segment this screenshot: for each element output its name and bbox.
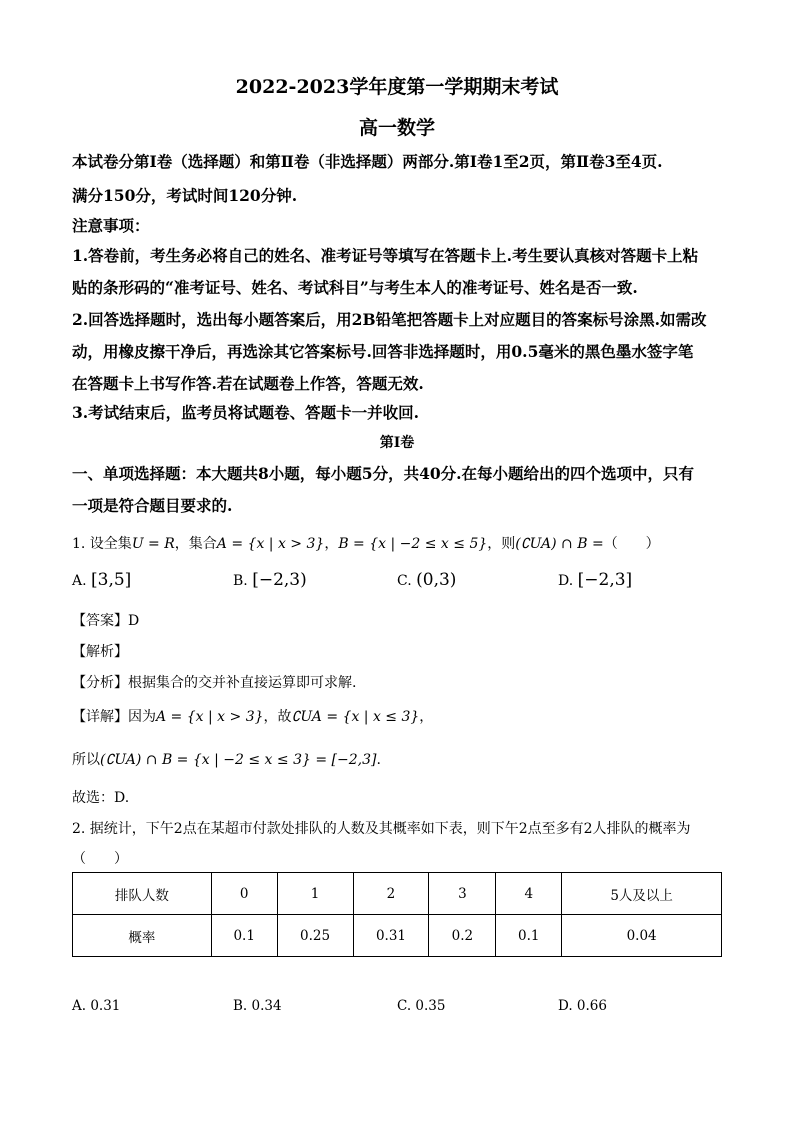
q1-option-c-value: (0,3) (416, 570, 457, 590)
note-2b: 动，用橡皮擦干净后，再选涂其它答案标号.回答非选择题时，用0.5毫米的黑色墨水签字笔 (72, 342, 694, 361)
q2-option-b[interactable]: B. 0.34 (233, 998, 282, 1014)
probability-table (72, 872, 722, 957)
q1-fenxi (72, 672, 356, 692)
q1-option-a-value: [3,5] (91, 570, 132, 590)
table-cell: 1 (277, 873, 353, 915)
q1-sep-1: ，集合 (174, 536, 217, 552)
q2-option-d[interactable]: D. 0.66 (558, 998, 607, 1014)
note-2a: 2.回答选择题时，选出每小题答案后，用2B铅笔把答题卡上对应题目的答案标号涂黑.如需改 (72, 310, 707, 329)
table-cell: 0.2 (429, 915, 496, 957)
q1-detail (72, 706, 433, 726)
q1-sep-3: ，则 (487, 536, 516, 552)
q1-option-b[interactable] (233, 570, 307, 590)
q1-expression: (∁UA) ∩ B = (515, 536, 604, 552)
q2-option-c[interactable]: C. 0.35 (397, 998, 446, 1014)
notes-heading: 注意事项： (72, 216, 150, 235)
q1-option-c[interactable] (397, 570, 456, 590)
intro-line-2: 满分150分，考试时间120分钟. (72, 186, 298, 205)
table-cell: 0 (211, 873, 277, 915)
table-cell: 0.31 (353, 915, 429, 957)
intro-line-1: 本试卷分第Ⅰ卷（选择题）和第Ⅱ卷（非选择题）两部分.第Ⅰ卷1至2页，第Ⅱ卷3至4页. (72, 152, 663, 171)
answer-tag: 【答案】 (72, 613, 128, 629)
q1-universal-set: U = R (131, 536, 175, 552)
q1-answer (72, 610, 139, 630)
note-2c: 在答题卡上书写作答.若在试题卷上作答，答题无效. (72, 374, 424, 393)
q1-set-b: B = {x | −2 ≤ x ≤ 5} (338, 536, 488, 552)
q1-prefix: 1. 设全集 (72, 536, 132, 552)
detail-text-1: 因为 (128, 709, 156, 725)
question-2-stem-2: （ ） (72, 851, 128, 867)
q1-option-c-label: C. (397, 573, 412, 589)
table-cell: 3 (429, 873, 496, 915)
detail-text-3: ， (419, 709, 434, 725)
exam-title: 2022-2023学年度第一学期期末考试 (235, 76, 559, 98)
table-row (73, 915, 722, 957)
table-cell: 0.04 (562, 915, 722, 957)
section-desc-2: 一项是符合题目要求的. (72, 496, 233, 515)
q1-option-b-value: [−2,3) (252, 570, 307, 590)
table-cell: 2 (353, 873, 429, 915)
q1-conclusion (72, 749, 381, 769)
so-end: . (376, 752, 381, 768)
so-text: 所以 (72, 752, 100, 768)
q1-option-a[interactable] (72, 570, 131, 590)
section-label: 第Ⅰ卷 (379, 435, 415, 451)
q1-option-d-label: D. (558, 573, 574, 589)
table-cell: 0.1 (211, 915, 277, 957)
table-cell: 5人及以上 (562, 873, 722, 915)
detail-math-2: ∁UA = {x | x ≤ 3} (291, 709, 420, 725)
table-cell: 4 (496, 873, 562, 915)
fenxi-tag: 【分析】 (72, 675, 128, 691)
section-desc-1: 一、单项选择题：本大题共8小题，每小题5分，共40分.在每小题给出的四个选项中，只有 (72, 464, 695, 483)
fenxi-text: 根据集合的交并补直接运算即可求解. (128, 675, 357, 691)
note-1a: 1.答卷前，考生务必将自己的姓名、准考证号等填写在答题卡上.考生要认真核对答题卡上粘 (72, 246, 699, 265)
answer-value: D (128, 613, 140, 629)
q1-choose: 故选：D. (72, 790, 130, 806)
q1-sep-2: ， (324, 536, 339, 552)
q1-option-a-label: A. (72, 573, 87, 589)
so-math: (∁UA) ∩ B = {x | −2 ≤ x ≤ 3} = [−2,3] (100, 752, 377, 768)
q1-option-d-value: [−2,3] (577, 570, 633, 590)
table-header-row (73, 873, 722, 915)
table-cell: 0.25 (277, 915, 353, 957)
table-cell: 概率 (73, 915, 212, 957)
q1-blank: （ ） (603, 536, 660, 552)
q1-set-a: A = {x | x > 3} (216, 536, 325, 552)
question-2-stem-1: 2. 据统计，下午2点在某超市付款处排队的人数及其概率如下表，则下午2点至多有2人排队的概率为 (72, 821, 691, 837)
exam-subject: 高一数学 (358, 117, 435, 139)
table-cell: 排队人数 (73, 873, 212, 915)
q2-option-a[interactable]: A. 0.31 (72, 998, 121, 1014)
q1-option-b-label: B. (233, 573, 248, 589)
detail-tag: 【详解】 (72, 709, 128, 725)
detail-math-1: A = {x | x > 3} (156, 709, 264, 725)
detail-text-2: ，故 (263, 709, 292, 725)
q1-analysis-tag: 【解析】 (72, 644, 128, 660)
q1-option-d[interactable] (558, 570, 632, 590)
note-1b: 贴的条形码的“准考证号、姓名、考试科目”与考生本人的准考证号、姓名是否一致. (72, 278, 638, 297)
note-3: 3.考试结束后，监考员将试题卷、答题卡一并收回. (72, 403, 420, 422)
question-1-stem (72, 533, 660, 553)
table-cell: 0.1 (496, 915, 562, 957)
